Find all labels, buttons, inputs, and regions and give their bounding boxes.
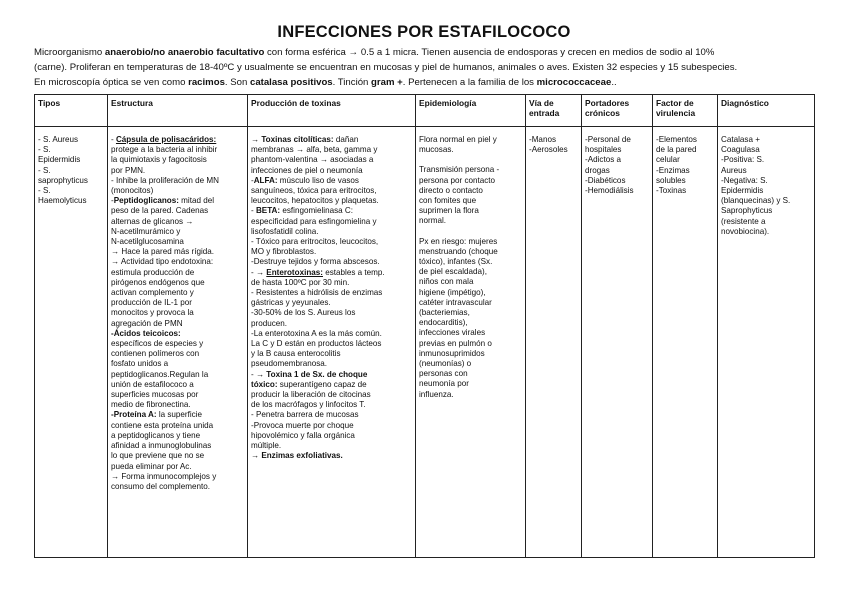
cell-line bbox=[656, 176, 714, 186]
cell-line bbox=[111, 329, 244, 339]
cell-line bbox=[251, 278, 412, 288]
text-run: afinidad a inmunoglobulinas bbox=[111, 441, 212, 451]
cell-line bbox=[419, 206, 522, 216]
cell-line bbox=[721, 196, 811, 206]
cell-line bbox=[38, 176, 104, 186]
text-run: mucosas. bbox=[419, 145, 454, 155]
text-run: de la pared bbox=[656, 145, 697, 155]
text-run: pseudomembranosa. bbox=[251, 359, 328, 369]
text-run: músculo liso de vasos bbox=[277, 175, 359, 185]
text-run: .. bbox=[611, 77, 617, 88]
text-run: superficies mucosas por bbox=[111, 390, 199, 400]
cell-line bbox=[419, 369, 522, 379]
cell-line bbox=[251, 176, 412, 186]
text-run: Microorganismo bbox=[34, 47, 105, 58]
header-estructura: Estructura bbox=[108, 95, 248, 127]
cell-line bbox=[251, 390, 412, 400]
cell-line bbox=[656, 135, 714, 145]
cell-line bbox=[585, 186, 649, 196]
text-run: → bbox=[251, 135, 262, 144]
cell-line bbox=[111, 135, 244, 145]
text-run: phantom-valentina → asociadas a bbox=[251, 155, 374, 165]
text-run: -Personal de bbox=[585, 135, 631, 144]
text-run: racimos bbox=[188, 77, 225, 88]
text-run: (monocitos) bbox=[111, 186, 154, 196]
cell-line bbox=[111, 308, 244, 318]
cell-line bbox=[251, 186, 412, 196]
text-run: monocitos y provoca la bbox=[111, 308, 194, 318]
text-run: lo que previene que no se bbox=[111, 451, 205, 461]
cell-line bbox=[419, 359, 522, 369]
cell-line bbox=[721, 135, 811, 145]
cell-line bbox=[111, 257, 244, 267]
text-run: . Son bbox=[224, 77, 250, 88]
text-run: por PMN. bbox=[111, 165, 146, 175]
cell-line bbox=[111, 166, 244, 176]
text-run: hipovolémico y falla orgánica bbox=[251, 430, 355, 440]
cell-line bbox=[251, 308, 412, 318]
text-run: solubles bbox=[656, 175, 686, 185]
cell-line bbox=[251, 329, 412, 339]
cell-line bbox=[585, 135, 649, 145]
cell-line bbox=[419, 390, 522, 400]
cell-line bbox=[111, 155, 244, 165]
cell-diagnostico bbox=[718, 127, 815, 558]
cell-via-entrada bbox=[526, 127, 582, 558]
cell-line bbox=[251, 247, 412, 257]
text-run: menstruando (choque bbox=[419, 246, 498, 256]
text-run: -Toxinas bbox=[656, 186, 687, 196]
text-run: superantígeno capaz de bbox=[277, 379, 367, 389]
text-run: celular bbox=[656, 155, 680, 165]
text-run: BETA: bbox=[255, 206, 281, 216]
cell-line bbox=[111, 237, 244, 247]
cell-line bbox=[419, 145, 522, 155]
text-run: influenza. bbox=[419, 389, 454, 399]
text-run: Flora normal en piel y bbox=[419, 135, 497, 144]
line-gap bbox=[419, 155, 522, 165]
text-run: - bbox=[251, 206, 256, 216]
cell-line bbox=[111, 400, 244, 410]
cell-line bbox=[111, 359, 244, 369]
text-run: -Elementos bbox=[656, 135, 697, 144]
cell-line bbox=[529, 135, 578, 145]
text-run: (carne). Proliferan en temperaturas de 18-40ºC y usualmente se encuentran en mucosas y piel de humanos, animales o aves. Existen 32 especies y 15 subespecies. bbox=[34, 62, 738, 73]
cell-line bbox=[251, 237, 412, 247]
text-run: Transmisión persona - bbox=[419, 165, 500, 175]
cell-line bbox=[111, 268, 244, 278]
text-run: agregación de PMN bbox=[111, 318, 183, 328]
cell-line bbox=[251, 288, 412, 298]
cell-line bbox=[251, 431, 412, 441]
cell-line bbox=[721, 176, 811, 186]
text-run: estimula producción de bbox=[111, 267, 195, 277]
text-run: Aureus bbox=[721, 165, 747, 175]
document-page bbox=[34, 22, 814, 558]
text-run: infecciones de piel o neumonía bbox=[251, 165, 363, 175]
text-run: Coagulasa bbox=[721, 145, 760, 155]
text-run: Catalasa + bbox=[721, 135, 760, 144]
table-header-row bbox=[35, 95, 815, 127]
document-title: INFECCIONES POR ESTAFILOCOCO bbox=[277, 23, 571, 41]
text-run: -Diabéticos bbox=[585, 175, 626, 185]
text-run: - → bbox=[251, 369, 267, 379]
cell-line bbox=[251, 166, 412, 176]
cell-line bbox=[656, 155, 714, 165]
text-run: tóxico), infantes (Sx. bbox=[419, 257, 493, 267]
text-run: normal. bbox=[419, 216, 446, 226]
cell-line bbox=[111, 227, 244, 237]
cell-line bbox=[585, 155, 649, 165]
text-run: Enterotoxinas: bbox=[266, 267, 323, 277]
text-run: ALFA: bbox=[253, 175, 278, 185]
cell-line bbox=[721, 155, 811, 165]
cell-line bbox=[251, 370, 412, 380]
cell-line bbox=[111, 319, 244, 329]
text-run: (bacteriemias, bbox=[419, 308, 470, 318]
staph-table bbox=[34, 94, 815, 558]
cell-line bbox=[251, 206, 412, 216]
cell-line bbox=[721, 227, 811, 237]
text-run: anaerobio/no anaerobio facultativo bbox=[104, 47, 265, 58]
cell-line bbox=[111, 298, 244, 308]
cell-line bbox=[419, 237, 522, 247]
cell-line bbox=[111, 421, 244, 431]
text-run: micrococcaceae bbox=[536, 77, 612, 88]
text-run: pueda eliminar por Ac. bbox=[111, 461, 192, 471]
text-run: catalasa positivos bbox=[249, 77, 333, 88]
text-run: esfingomielinasa C: bbox=[280, 206, 353, 216]
cell-line bbox=[419, 379, 522, 389]
text-run: específicos de especies y bbox=[111, 339, 204, 349]
cell-line bbox=[251, 339, 412, 349]
text-run: - Tóxico para eritrocitos, leucocitos, bbox=[251, 237, 379, 247]
cell-tipos bbox=[35, 127, 108, 558]
cell-line bbox=[721, 145, 811, 155]
text-run: protege a la bacteria al inhibir bbox=[111, 145, 218, 155]
cell-line bbox=[38, 155, 104, 165]
text-run: consumo del complemento. bbox=[111, 481, 210, 491]
text-run: producen. bbox=[251, 318, 287, 328]
text-run: - → bbox=[251, 267, 267, 277]
cell-line bbox=[251, 298, 412, 308]
cell-line bbox=[111, 217, 244, 227]
text-run: múltiple. bbox=[251, 441, 282, 451]
cell-line bbox=[38, 135, 104, 145]
text-run: tóxico: bbox=[251, 379, 278, 389]
text-run: Epidermidis bbox=[721, 186, 764, 196]
text-run: Haemolyticus bbox=[38, 196, 87, 206]
cell-line bbox=[251, 380, 412, 390]
text-run: previas en pulmón o bbox=[419, 338, 492, 348]
cell-line bbox=[111, 482, 244, 492]
header-toxinas: Producción de toxinas bbox=[248, 95, 416, 127]
text-run: neumonía por bbox=[419, 379, 469, 389]
cell-portadores bbox=[582, 127, 653, 558]
cell-line bbox=[419, 288, 522, 298]
text-run: unión de estafilococo a bbox=[111, 379, 194, 389]
cell-line bbox=[111, 472, 244, 482]
cell-line bbox=[111, 390, 244, 400]
cell-line bbox=[111, 431, 244, 441]
text-run: de los macrófagos y linfocitos T. bbox=[251, 400, 366, 410]
text-run: especificidad para esfingomielina y bbox=[251, 216, 377, 226]
cell-line bbox=[585, 166, 649, 176]
text-run: lisofosfatidil colina. bbox=[251, 226, 319, 236]
text-run: - bbox=[111, 135, 116, 144]
text-run: -Destruye tejidos y forma abscesos. bbox=[251, 257, 380, 267]
text-run: -Negativa: S. bbox=[721, 175, 768, 185]
cell-line bbox=[419, 277, 522, 287]
cell-line bbox=[111, 410, 244, 420]
text-run: directo o contacto bbox=[419, 185, 483, 195]
text-run: (neumonías) o bbox=[419, 359, 472, 369]
intro-line bbox=[34, 75, 814, 90]
line-gap bbox=[419, 227, 522, 237]
text-run: novobiocina). bbox=[721, 226, 770, 236]
cell-line bbox=[419, 135, 522, 145]
cell-line bbox=[419, 328, 522, 338]
cell-line bbox=[419, 176, 522, 186]
text-run: - bbox=[251, 175, 254, 185]
header-epidemiologia: Epidemiología bbox=[416, 95, 526, 127]
text-run: Peptidoglicanos: bbox=[113, 196, 179, 206]
cell-line bbox=[419, 186, 522, 196]
header-portadores: Portadores crónicos bbox=[582, 95, 653, 127]
cell-toxinas bbox=[248, 127, 416, 558]
text-run: con fomites que bbox=[419, 196, 477, 206]
text-run: Cápsula de polisacáridos: bbox=[115, 135, 217, 144]
cell-line bbox=[721, 206, 811, 216]
text-run: - Resistentes a hidrólisis de enzimas bbox=[251, 288, 383, 298]
text-run: la superficie bbox=[156, 410, 203, 420]
cell-line bbox=[111, 278, 244, 288]
cell-line bbox=[111, 462, 244, 472]
cell-line bbox=[38, 166, 104, 176]
text-run: Epidermidis bbox=[38, 155, 81, 165]
cell-line bbox=[111, 176, 244, 186]
text-run: (blanquecinas) y S. bbox=[721, 196, 791, 206]
text-run: dañan bbox=[333, 135, 359, 144]
text-run: Saprophyticus bbox=[721, 206, 773, 216]
cell-line bbox=[111, 196, 244, 206]
text-run: → bbox=[251, 451, 262, 461]
text-run: → Hace la pared más rígida. bbox=[111, 247, 215, 257]
text-run: suprimen la flora bbox=[419, 206, 479, 216]
cell-line bbox=[721, 217, 811, 227]
text-run: → Actividad tipo endotoxina: bbox=[111, 257, 214, 267]
text-run: -Manos bbox=[529, 135, 556, 144]
header-tipos: Tipos bbox=[35, 95, 108, 127]
cell-line bbox=[419, 308, 522, 318]
cell-line bbox=[419, 247, 522, 257]
cell-line bbox=[656, 145, 714, 155]
cell-line bbox=[419, 216, 522, 226]
cell-line bbox=[38, 186, 104, 196]
cell-line bbox=[251, 135, 412, 145]
cell-line bbox=[419, 298, 522, 308]
text-run: pirógenos endógenos que bbox=[111, 277, 205, 287]
cell-line bbox=[721, 166, 811, 176]
text-run: mitad del bbox=[178, 196, 215, 206]
cell-line bbox=[251, 196, 412, 206]
text-run: N-acetilmurámico y bbox=[111, 226, 181, 236]
table-row bbox=[35, 127, 815, 558]
cell-line bbox=[111, 186, 244, 196]
cell-line bbox=[111, 288, 244, 298]
text-run: producir la liberación de citocinas bbox=[251, 390, 371, 400]
text-run: -Enzimas bbox=[656, 165, 690, 175]
text-run: - S. bbox=[38, 186, 51, 196]
text-run: -Ácidos teicoicos: bbox=[111, 328, 181, 338]
cell-line bbox=[111, 206, 244, 216]
cell-line bbox=[251, 400, 412, 410]
cell-line bbox=[251, 421, 412, 431]
cell-line bbox=[585, 176, 649, 186]
cell-line bbox=[251, 227, 412, 237]
text-run: infecciones virales bbox=[419, 328, 486, 338]
cell-line bbox=[721, 186, 811, 196]
cell-line bbox=[111, 145, 244, 155]
text-run: peso de la pared. Cadenas bbox=[111, 206, 209, 216]
text-run: Toxina 1 de Sx. de choque bbox=[266, 369, 368, 379]
cell-line bbox=[656, 166, 714, 176]
header-via-entrada: Vía de entrada bbox=[526, 95, 582, 127]
cell-line bbox=[38, 196, 104, 206]
cell-line bbox=[111, 247, 244, 257]
text-run: persona por contacto bbox=[419, 175, 496, 185]
text-run: MO y fibroblastos. bbox=[251, 247, 317, 257]
cell-epidemiologia bbox=[416, 127, 526, 558]
cell-line bbox=[419, 165, 522, 175]
cell-line bbox=[251, 349, 412, 359]
text-run: N-acetilglucosamina bbox=[111, 237, 184, 247]
text-run: -Provoca muerte por choque bbox=[251, 420, 354, 430]
cell-line bbox=[111, 380, 244, 390]
cell-line bbox=[529, 145, 578, 155]
cell-line bbox=[585, 145, 649, 155]
intro-line bbox=[34, 60, 814, 75]
text-run: gástricas y yeyunales. bbox=[251, 298, 331, 308]
text-run: - S. bbox=[38, 145, 51, 155]
text-run: a peptidoglicanos y tiene bbox=[111, 430, 201, 440]
text-run: de hasta 100ºC por 30 min. bbox=[251, 277, 350, 287]
text-run: . Pertenecen a la familia de los bbox=[402, 77, 537, 88]
cell-line bbox=[111, 451, 244, 461]
text-run: endocarditis), bbox=[419, 318, 468, 328]
text-run: de piel escaldada), bbox=[419, 267, 487, 277]
intro-line bbox=[34, 45, 814, 60]
cell-line bbox=[251, 217, 412, 227]
text-run: - S. Aureus bbox=[38, 135, 79, 144]
text-run: hospitales bbox=[585, 145, 622, 155]
text-run: -Adictos a bbox=[585, 155, 621, 165]
text-run: activan complemento y bbox=[111, 288, 194, 298]
text-run: Px en riesgo: mujeres bbox=[419, 236, 498, 246]
text-run: con forma esférica → 0.5 a 1 micra. Tienen ausencia de endosporas y crecen en medios de sodio al 10% bbox=[264, 47, 715, 58]
text-run: -Proteína A: bbox=[111, 410, 157, 420]
text-run: gram + bbox=[371, 77, 403, 88]
text-run: Toxinas citolíticas: bbox=[261, 135, 334, 144]
cell-line bbox=[251, 441, 412, 451]
text-run: -Positiva: S. bbox=[721, 155, 765, 165]
text-run: saprophyticus bbox=[38, 175, 88, 185]
cell-line bbox=[111, 370, 244, 380]
cell-line bbox=[251, 257, 412, 267]
text-run: Enzimas exfoliativas. bbox=[261, 451, 343, 461]
text-run: producción de IL-1 por bbox=[111, 298, 192, 308]
cell-line bbox=[251, 319, 412, 329]
text-run: medio de fibronectina. bbox=[111, 400, 191, 410]
cell-line bbox=[111, 349, 244, 359]
cell-line bbox=[419, 257, 522, 267]
text-run: alternas de glicanos → bbox=[111, 216, 194, 226]
text-run: leucocitos, hepatocitos y plaquetas. bbox=[251, 196, 379, 206]
text-run: En microscopía óptica se ven como bbox=[34, 77, 189, 88]
cell-line bbox=[251, 145, 412, 155]
header-diagnostico: Diagnóstico bbox=[718, 95, 815, 127]
intro-paragraph bbox=[34, 45, 814, 90]
text-run: -La enterotoxina A es la más común. bbox=[251, 328, 382, 338]
cell-line bbox=[251, 155, 412, 165]
text-run: niños con mala bbox=[419, 277, 474, 287]
text-run: La C y D están en productos lácteos bbox=[251, 339, 382, 349]
text-run: inmunosuprimidos bbox=[419, 348, 485, 358]
cell-line bbox=[251, 451, 412, 461]
text-run: (resistente a bbox=[721, 216, 766, 226]
cell-line bbox=[419, 267, 522, 277]
text-run: la quimiotaxis y fagocitosis bbox=[111, 155, 207, 165]
text-run: . Tinción bbox=[332, 77, 372, 88]
cell-line bbox=[251, 268, 412, 278]
text-run: catéter intravascular bbox=[419, 297, 492, 307]
text-run: membranas → alfa, beta, gamma y bbox=[251, 145, 378, 155]
cell-line bbox=[111, 441, 244, 451]
cell-line bbox=[251, 359, 412, 369]
text-run: sanguíneos, tóxica para eritrocitos, bbox=[251, 186, 377, 196]
text-run: → Forma inmunocomplejos y bbox=[111, 471, 217, 481]
text-run: drogas bbox=[585, 165, 610, 175]
text-run: - bbox=[111, 196, 114, 206]
text-run: -Aerosoles bbox=[529, 145, 568, 155]
cell-line bbox=[419, 196, 522, 206]
text-run: contiene esta proteína unida bbox=[111, 420, 214, 430]
cell-estructura bbox=[108, 127, 248, 558]
text-run: higiene (impétigo), bbox=[419, 287, 486, 297]
cell-line bbox=[419, 339, 522, 349]
text-run: - Inhibe la proliferación de MN bbox=[111, 175, 219, 185]
text-run: estables a temp. bbox=[322, 267, 385, 277]
cell-factor-virulencia bbox=[653, 127, 718, 558]
text-run: fosfato unidos a bbox=[111, 359, 169, 369]
text-run: contienen polímeros con bbox=[111, 349, 200, 359]
text-run: -Hemodiálisis bbox=[585, 186, 634, 196]
cell-line bbox=[419, 318, 522, 328]
cell-line bbox=[656, 186, 714, 196]
text-run: - S. bbox=[38, 165, 51, 175]
text-run: personas con bbox=[419, 369, 468, 379]
cell-line bbox=[111, 339, 244, 349]
header-factor-virulencia: Factor de virulencia bbox=[653, 95, 718, 127]
text-run: - Penetra barrera de mucosas bbox=[251, 410, 359, 420]
cell-line bbox=[38, 145, 104, 155]
text-run: peptidoglicanos.Regulan la bbox=[111, 369, 209, 379]
cell-line bbox=[251, 410, 412, 420]
text-run: -30-50% de los S. Aureus los bbox=[251, 308, 356, 318]
cell-line bbox=[419, 349, 522, 359]
text-run: y la B causa enterocolitis bbox=[251, 349, 341, 359]
